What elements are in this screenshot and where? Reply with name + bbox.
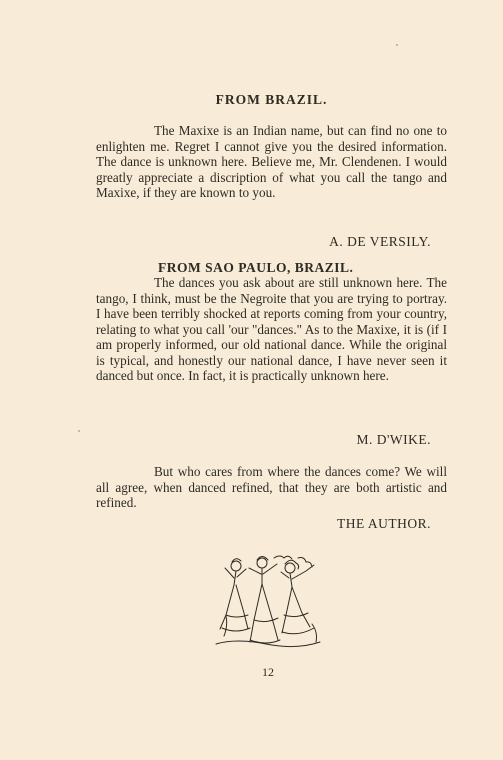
closing-signature: THE AUTHOR. [337, 516, 431, 531]
letter-1-signature: A. DE VERSILY. [329, 234, 431, 249]
letter-2-subheading: FROM SAO PAULO, BRAZIL. [158, 260, 354, 275]
dancers-illustration-icon [212, 552, 324, 652]
letter-1-body: The Maxixe is an Indian name, but can find no one to enlighten me. Regret I cannot give you the desired information. The dance is unknown here. Believe me, Mr. Clendenen. I would greatly appreciate a discription of what you call the tango and Maxixe, if they are known to you. [96, 123, 447, 200]
paper-speck [396, 44, 398, 46]
closing-body: But who cares from where the dances come? We will all agree, when danced refined, that they are both artistic and refined. [96, 464, 447, 510]
letter-2-signature: M. D'WIKE. [356, 432, 431, 447]
page-number: 12 [262, 665, 274, 679]
letter-2-body: The dances you ask about are still unknown here. The tango, I think, must be the Negroite that you are trying to portray. I have been terribly shocked at reports coming from your country, relating to what you call 'our "dances." As to the Maxixe, it is (if I am properly informed, our old national dance. While the original is typical, and honestly our national dance, I have never seen it danced but once. In fact, it is practically unknown here. [96, 275, 447, 383]
page-heading: FROM BRAZIL. [215, 92, 328, 107]
paper-speck [78, 430, 80, 432]
